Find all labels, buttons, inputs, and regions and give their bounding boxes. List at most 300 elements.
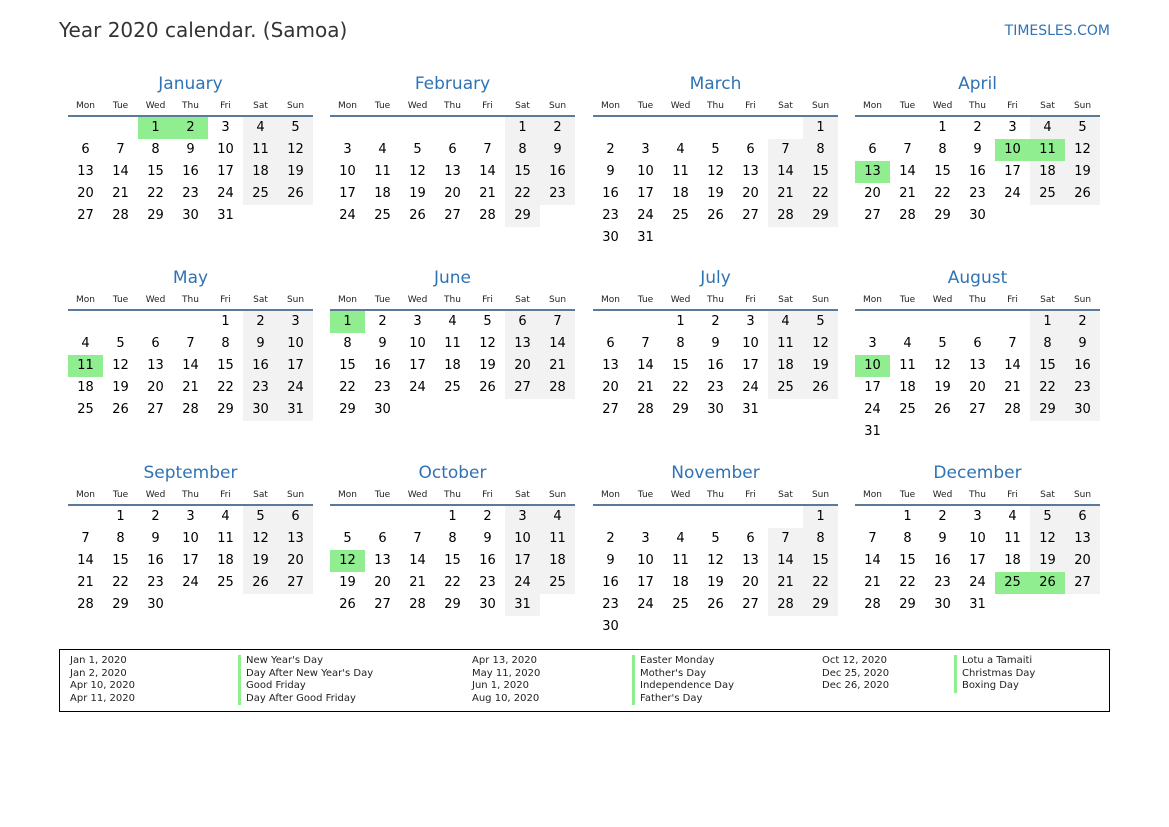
day-cell: 3: [278, 311, 313, 333]
week-row: [68, 205, 313, 227]
day-cell: 3: [746, 314, 755, 329]
day-cell: 10: [995, 139, 1030, 161]
day-cell: 14: [637, 358, 654, 373]
empty-cell: [593, 311, 628, 333]
day-cell: 15: [803, 161, 838, 183]
day-cell: 6: [505, 311, 540, 333]
day-cell: 20: [147, 380, 164, 395]
day-cell: 3: [221, 120, 230, 135]
day-cell: 29: [444, 597, 461, 612]
weekday-label: Tue: [637, 490, 654, 500]
day-cell: 29: [899, 597, 916, 612]
day-cell: 27: [77, 208, 94, 223]
day-cell: 12: [112, 358, 129, 373]
page-title: Year 2020 calendar. (Samoa): [59, 18, 348, 42]
weekday-header: [68, 289, 313, 311]
weekday-label: Fri: [220, 101, 231, 111]
day-cell: 26: [803, 377, 838, 399]
day-cell: 26: [934, 402, 951, 417]
day-cell: 3: [1008, 120, 1017, 135]
day-cell: 7: [483, 142, 492, 157]
month-name: May: [172, 268, 209, 288]
weekday-label: Wed: [670, 295, 691, 305]
day-cell: 25: [444, 380, 461, 395]
week-row: [330, 117, 575, 139]
day-cell: 4: [676, 531, 685, 546]
week-row: [855, 183, 1100, 205]
day-cell: 10: [637, 164, 654, 179]
day-cell: 12: [1030, 528, 1065, 550]
day-cell: 14: [77, 553, 94, 568]
day-cell: 9: [483, 531, 492, 546]
holiday-date-column: [70, 655, 135, 705]
empty-cell: [768, 227, 803, 249]
weekday-label: Mon: [863, 101, 882, 111]
empty-cell: [540, 399, 575, 421]
day-cell: 29: [339, 402, 356, 417]
week-row: [855, 421, 1100, 443]
day-cell: 25: [374, 208, 391, 223]
day-cell: 17: [637, 186, 654, 201]
weekday-header: [593, 484, 838, 506]
empty-cell: [540, 594, 575, 616]
day-cell: 23: [934, 575, 951, 590]
empty-cell: [435, 399, 470, 421]
day-cell: 14: [899, 164, 916, 179]
week-row: [855, 506, 1100, 528]
week-row: [68, 161, 313, 183]
empty-cell: [733, 616, 768, 638]
empty-cell: [330, 117, 365, 139]
day-cell: 20: [864, 186, 881, 201]
weekday-label: Wed: [145, 490, 166, 500]
day-cell: 21: [864, 575, 881, 590]
day-cell: 10: [182, 531, 199, 546]
day-cell: 3: [505, 506, 540, 528]
month-name: July: [700, 268, 731, 288]
day-cell: 13: [278, 528, 313, 550]
holiday-date: Jan 1, 2020: [70, 655, 127, 666]
day-cell: 8: [116, 531, 125, 546]
month-august: [855, 267, 1100, 443]
week-row: [855, 161, 1100, 183]
week-row: [593, 139, 838, 161]
day-cell: 27: [742, 208, 759, 223]
day-cell: 24: [864, 402, 881, 417]
day-cell: 11: [243, 139, 278, 161]
day-cell: 21: [1004, 380, 1021, 395]
week-row: [855, 528, 1100, 550]
weekday-label: Wed: [670, 490, 691, 500]
weekday-label: Wed: [932, 101, 953, 111]
day-cell: 17: [969, 553, 986, 568]
day-cell: 5: [116, 336, 125, 351]
day-cell: 24: [637, 597, 654, 612]
weekday-label: Mon: [601, 101, 620, 111]
week-row: [593, 161, 838, 183]
day-cell: 14: [768, 161, 803, 183]
weekday-label: Thu: [182, 295, 199, 305]
empty-cell: [138, 311, 173, 333]
day-cell: 1: [1030, 311, 1065, 333]
week-row: [855, 399, 1100, 421]
day-cell: 22: [672, 380, 689, 395]
day-cell: 2: [540, 117, 575, 139]
day-cell: 28: [479, 208, 496, 223]
day-cell: 3: [343, 142, 352, 157]
empty-cell: [995, 594, 1030, 616]
weekday-label: Fri: [220, 295, 231, 305]
day-cell: 5: [1065, 117, 1100, 139]
day-cell: 30: [602, 230, 619, 245]
week-row: [855, 594, 1100, 616]
week-row: [855, 117, 1100, 139]
weekday-label: Thu: [444, 101, 461, 111]
empty-cell: [890, 311, 925, 333]
week-row: [855, 205, 1100, 227]
day-cell: 11: [217, 531, 234, 546]
day-cell: 21: [479, 186, 496, 201]
day-cell: 11: [768, 333, 803, 355]
day-cell: 19: [1065, 161, 1100, 183]
day-cell: 1: [803, 117, 838, 139]
weekday-label: Wed: [407, 490, 428, 500]
day-cell: 27: [147, 402, 164, 417]
week-row: [68, 506, 313, 528]
weekday-label: Mon: [863, 490, 882, 500]
weekday-label: Thu: [182, 101, 199, 111]
day-cell: 31: [505, 594, 540, 616]
day-cell: 15: [147, 164, 164, 179]
site-link[interactable]: TIMESLES.COM: [1004, 23, 1110, 39]
day-cell: 18: [672, 575, 689, 590]
weekday-label: Fri: [1007, 101, 1018, 111]
day-cell: 23: [602, 208, 619, 223]
month-name: January: [158, 74, 223, 94]
week-row: [330, 377, 575, 399]
empty-cell: [768, 616, 803, 638]
day-cell: 5: [711, 531, 720, 546]
day-cell: 16: [540, 161, 575, 183]
empty-cell: [470, 117, 505, 139]
day-cell: 30: [1065, 399, 1100, 421]
day-cell: 12: [409, 164, 426, 179]
day-cell: 11: [672, 164, 689, 179]
day-cell: 4: [540, 506, 575, 528]
day-cell: 1: [448, 509, 457, 524]
weekday-label: Fri: [745, 101, 756, 111]
weekday-label: Wed: [145, 295, 166, 305]
day-cell: 2: [173, 117, 208, 139]
empty-cell: [995, 205, 1030, 227]
empty-cell: [628, 506, 663, 528]
holiday-date-column: [822, 655, 889, 693]
weekday-label: Mon: [76, 295, 95, 305]
day-cell: 21: [409, 575, 426, 590]
day-cell: 7: [768, 139, 803, 161]
weekday-label: Fri: [1007, 490, 1018, 500]
weekday-label: Sun: [1073, 101, 1092, 111]
day-cell: 1: [903, 509, 912, 524]
day-cell: 15: [444, 553, 461, 568]
holiday-name: Father's Day: [632, 693, 734, 706]
weekday-label: Mon: [338, 101, 357, 111]
week-row: [593, 616, 838, 638]
day-cell: 12: [330, 550, 365, 572]
weekday-label: Thu: [707, 295, 724, 305]
empty-cell: [733, 117, 768, 139]
weekday-label: Mon: [863, 295, 882, 305]
empty-cell: [768, 506, 803, 528]
week-row: [330, 594, 575, 616]
empty-cell: [768, 117, 803, 139]
holiday-name-column: [632, 655, 734, 705]
day-cell: 21: [182, 380, 199, 395]
week-row: [593, 205, 838, 227]
weekday-header: [330, 484, 575, 506]
day-cell: 5: [803, 311, 838, 333]
holiday-date: Apr 13, 2020: [472, 655, 538, 666]
day-cell: 18: [243, 161, 278, 183]
week-row: [855, 550, 1100, 572]
day-cell: 14: [409, 553, 426, 568]
empty-cell: [278, 205, 313, 227]
day-cell: 22: [444, 575, 461, 590]
weekday-label: Tue: [637, 101, 654, 111]
day-cell: 29: [112, 597, 129, 612]
day-cell: 28: [768, 205, 803, 227]
day-cell: 8: [448, 531, 457, 546]
weekday-header: [68, 95, 313, 117]
day-cell: 26: [243, 572, 278, 594]
day-cell: 27: [864, 208, 881, 223]
day-cell: 19: [409, 186, 426, 201]
empty-cell: [995, 421, 1030, 443]
holiday-name: Day After New Year's Day: [238, 668, 373, 681]
day-cell: 26: [707, 208, 724, 223]
day-cell: 14: [1004, 358, 1021, 373]
day-cell: 20: [742, 186, 759, 201]
day-cell: 3: [973, 509, 982, 524]
day-cell: 17: [278, 355, 313, 377]
week-row: [330, 311, 575, 333]
day-cell: 22: [112, 575, 129, 590]
day-cell: 21: [768, 183, 803, 205]
month-june: [330, 267, 575, 421]
day-cell: 20: [374, 575, 391, 590]
day-cell: 11: [540, 528, 575, 550]
day-cell: 30: [243, 399, 278, 421]
day-cell: 6: [606, 336, 615, 351]
day-cell: 13: [444, 164, 461, 179]
day-cell: 9: [938, 531, 947, 546]
empty-cell: [1030, 205, 1065, 227]
day-cell: 25: [672, 208, 689, 223]
day-cell: 29: [803, 205, 838, 227]
day-cell: 3: [868, 336, 877, 351]
day-cell: 10: [855, 355, 890, 377]
day-cell: 14: [768, 550, 803, 572]
day-cell: 26: [409, 208, 426, 223]
weekday-label: Sat: [253, 490, 268, 500]
weekday-label: Sat: [515, 295, 530, 305]
day-cell: 16: [374, 358, 391, 373]
day-cell: 24: [969, 575, 986, 590]
day-cell: 15: [934, 164, 951, 179]
day-cell: 29: [803, 594, 838, 616]
holiday-name: New Year's Day: [238, 655, 373, 668]
day-cell: 5: [413, 142, 422, 157]
day-cell: 1: [505, 117, 540, 139]
weekday-label: Sun: [548, 295, 567, 305]
weekday-label: Thu: [444, 295, 461, 305]
weekday-label: Tue: [899, 101, 916, 111]
day-cell: 3: [186, 509, 195, 524]
day-cell: 21: [112, 186, 129, 201]
day-cell: 11: [374, 164, 391, 179]
day-cell: 19: [803, 355, 838, 377]
day-cell: 19: [934, 380, 951, 395]
week-row: [593, 506, 838, 528]
month-october: [330, 462, 575, 616]
week-row: [330, 183, 575, 205]
holiday-name: Independence Day: [632, 680, 734, 693]
day-cell: 1: [221, 314, 230, 329]
day-cell: 29: [1030, 399, 1065, 421]
day-cell: 25: [217, 575, 234, 590]
day-cell: 9: [151, 531, 160, 546]
day-cell: 6: [746, 142, 755, 157]
day-cell: 31: [742, 402, 759, 417]
empty-cell: [243, 205, 278, 227]
day-cell: 2: [151, 509, 160, 524]
day-cell: 22: [803, 572, 838, 594]
day-cell: 23: [147, 575, 164, 590]
day-cell: 25: [768, 377, 803, 399]
day-cell: 22: [339, 380, 356, 395]
day-cell: 15: [672, 358, 689, 373]
holiday-date: Jan 2, 2020: [70, 667, 127, 679]
day-cell: 25: [672, 597, 689, 612]
weekday-label: Thu: [969, 490, 986, 500]
empty-cell: [733, 506, 768, 528]
day-cell: 12: [707, 553, 724, 568]
empty-cell: [330, 506, 365, 528]
day-cell: 13: [147, 358, 164, 373]
weekday-label: Sat: [778, 295, 793, 305]
day-cell: 2: [378, 314, 387, 329]
day-cell: 20: [278, 550, 313, 572]
weekday-label: Tue: [112, 101, 129, 111]
day-cell: 30: [602, 619, 619, 634]
day-cell: 23: [540, 183, 575, 205]
day-cell: 6: [81, 142, 90, 157]
day-cell: 4: [903, 336, 912, 351]
weekday-label: Tue: [374, 295, 391, 305]
week-row: [593, 227, 838, 249]
day-cell: 4: [676, 142, 685, 157]
day-cell: 13: [77, 164, 94, 179]
day-cell: 23: [969, 186, 986, 201]
day-cell: 16: [182, 164, 199, 179]
day-cell: 8: [903, 531, 912, 546]
week-row: [593, 572, 838, 594]
empty-cell: [103, 117, 138, 139]
day-cell: 11: [1004, 531, 1021, 546]
day-cell: 31: [217, 208, 234, 223]
day-cell: 21: [637, 380, 654, 395]
day-cell: 15: [217, 358, 234, 373]
weekday-label: Sun: [1073, 490, 1092, 500]
weekday-label: Mon: [601, 295, 620, 305]
day-cell: 20: [77, 186, 94, 201]
week-row: [593, 355, 838, 377]
day-cell: 16: [707, 358, 724, 373]
empty-cell: [173, 594, 208, 616]
day-cell: 23: [479, 575, 496, 590]
day-cell: 11: [672, 553, 689, 568]
holiday-name: Boxing Day: [954, 680, 1035, 693]
day-cell: 16: [969, 164, 986, 179]
day-cell: 9: [711, 336, 720, 351]
day-cell: 20: [505, 355, 540, 377]
weekday-label: Wed: [932, 295, 953, 305]
day-cell: 18: [1030, 161, 1065, 183]
week-row: [68, 377, 313, 399]
week-row: [68, 183, 313, 205]
day-cell: 26: [339, 597, 356, 612]
empty-cell: [663, 506, 698, 528]
day-cell: 1: [938, 120, 947, 135]
day-cell: 13: [505, 333, 540, 355]
day-cell: 6: [378, 531, 387, 546]
empty-cell: [278, 594, 313, 616]
day-cell: 23: [182, 186, 199, 201]
weekday-label: Thu: [969, 101, 986, 111]
weekday-label: Sun: [811, 295, 830, 305]
day-cell: 17: [1004, 164, 1021, 179]
weekday-label: Mon: [338, 490, 357, 500]
week-row: [330, 550, 575, 572]
day-cell: 24: [637, 208, 654, 223]
day-cell: 15: [112, 553, 129, 568]
day-cell: 29: [672, 402, 689, 417]
day-cell: 16: [934, 553, 951, 568]
week-row: [68, 572, 313, 594]
day-cell: 6: [868, 142, 877, 157]
week-row: [855, 311, 1100, 333]
day-cell: 10: [278, 333, 313, 355]
empty-cell: [400, 117, 435, 139]
weekday-label: Sun: [548, 490, 567, 500]
day-cell: 14: [540, 333, 575, 355]
week-row: [855, 139, 1100, 161]
day-cell: 14: [112, 164, 129, 179]
weekday-header: [68, 484, 313, 506]
day-cell: 1: [803, 506, 838, 528]
weekday-label: Mon: [338, 295, 357, 305]
weekday-label: Sat: [515, 101, 530, 111]
day-cell: 21: [77, 575, 94, 590]
day-cell: 29: [147, 208, 164, 223]
day-cell: 22: [147, 186, 164, 201]
day-cell: 22: [803, 183, 838, 205]
weekday-label: Sat: [253, 295, 268, 305]
empty-cell: [733, 227, 768, 249]
day-cell: 25: [243, 183, 278, 205]
day-cell: 29: [217, 402, 234, 417]
empty-cell: [960, 311, 995, 333]
